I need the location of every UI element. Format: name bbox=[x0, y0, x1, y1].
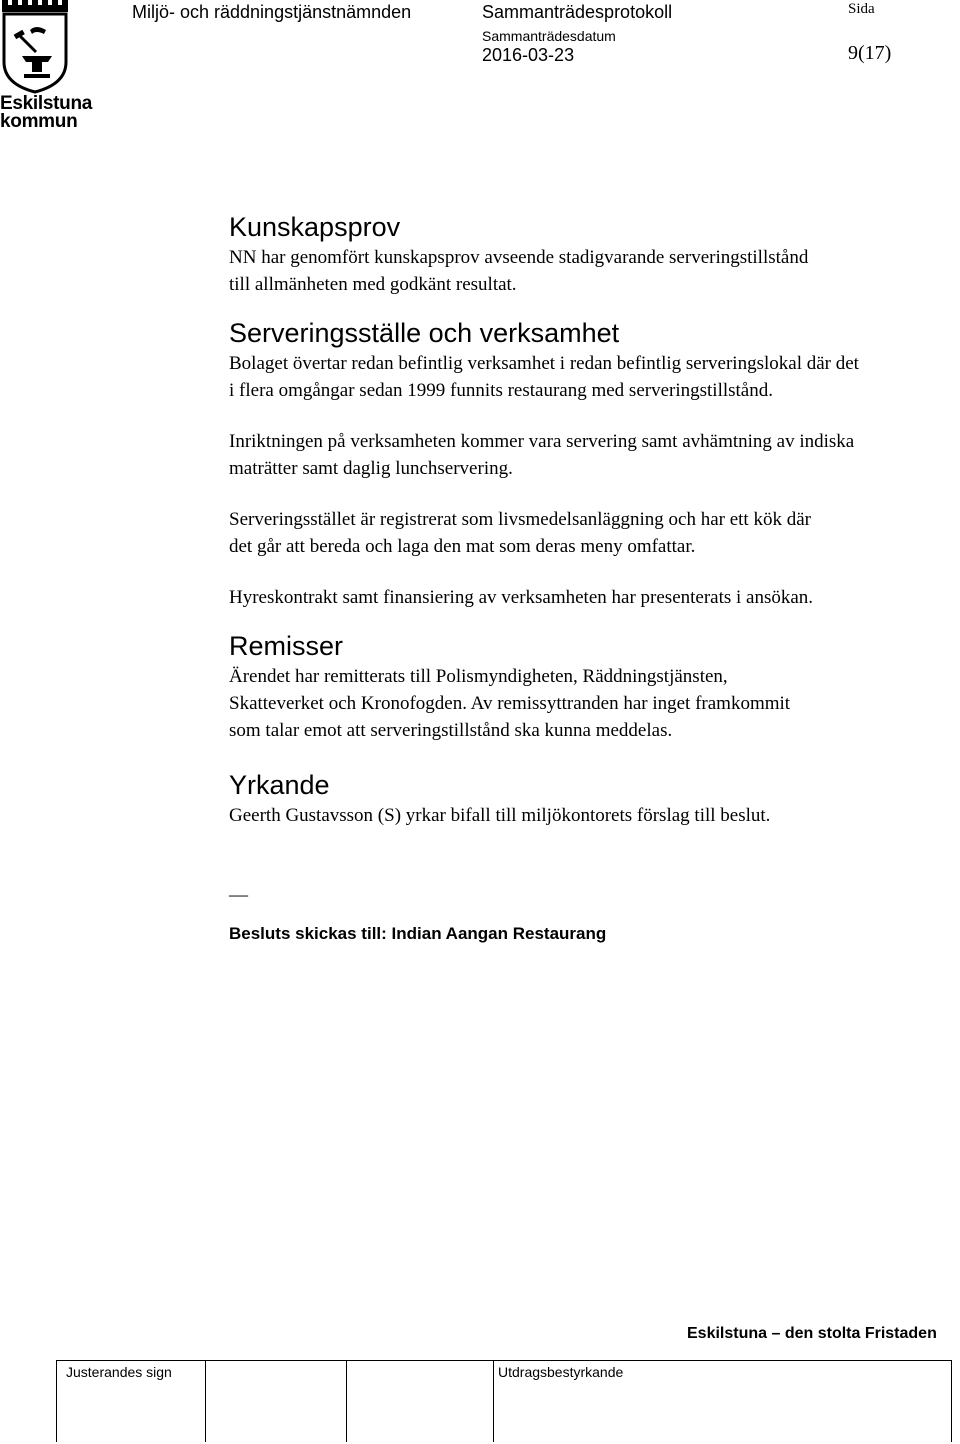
text-line: Geerth Gustavsson (S) yrkar bifall till miljökontorets förslag till beslut. bbox=[229, 805, 771, 826]
paragraph bbox=[229, 584, 954, 611]
text-line: NN har genomfört kunskapsprov avseende stadigvarande serveringstillstånd bbox=[229, 247, 809, 268]
section-serveringsstalle bbox=[229, 316, 954, 611]
besluts-recipient: Besluts skickas till: Indian Aangan Restaurang bbox=[229, 924, 607, 943]
section-yrkande bbox=[229, 768, 954, 829]
date-label: Sammanträdesdatum bbox=[482, 28, 616, 44]
text-line: i flera omgångar sedan 1999 funnits restaurang med serveringstillstånd. bbox=[229, 380, 773, 401]
paragraph bbox=[229, 244, 954, 298]
footer-divider bbox=[951, 1360, 952, 1442]
text-line: Ärendet har remitterats till Polismyndigheten, Räddningstjänsten, bbox=[229, 666, 728, 687]
text-line: som talar emot att serveringstillstånd ska kunna meddelas. bbox=[229, 720, 673, 741]
section-heading: Serveringsställe och verksamhet bbox=[229, 318, 620, 348]
section-heading: Remisser bbox=[229, 631, 344, 661]
text-line: Inriktningen på verksamheten kommer vara servering samt avhämtning av indiska bbox=[229, 431, 855, 452]
paragraph bbox=[229, 350, 954, 404]
document-body bbox=[229, 210, 954, 829]
footer-divider bbox=[493, 1360, 494, 1442]
section-heading: Yrkande bbox=[229, 770, 330, 800]
logo-text-line2: kommun bbox=[0, 111, 78, 132]
section-remisser bbox=[229, 629, 954, 744]
paragraph bbox=[229, 802, 954, 829]
paragraph bbox=[229, 506, 954, 560]
section-kunskapsprov bbox=[229, 210, 954, 298]
text-line: till allmänheten med godkänt resultat. bbox=[229, 274, 517, 295]
section-heading: Kunskapsprov bbox=[229, 212, 401, 242]
text-line: Hyreskontrakt samt finansiering av verksamheten har presenterats i ansökan. bbox=[229, 587, 814, 608]
page-label: Sida bbox=[848, 1, 875, 17]
footer-divider bbox=[205, 1360, 206, 1442]
document-type: Sammanträdesprotokoll bbox=[482, 2, 673, 22]
text-line: Skatteverket och Kronofogden. Av remissyttranden har inget framkommit bbox=[229, 693, 791, 714]
text-line: Serveringsstället är registrerat som livsmedelsanläggning och har ett kök där bbox=[229, 509, 811, 530]
logo-text-line1: Eskilstuna bbox=[0, 93, 93, 114]
text-line: Bolaget övertar redan befintlig verksamhet i redan befintlig serveringslokal där det bbox=[229, 353, 859, 374]
footer-divider bbox=[56, 1360, 57, 1442]
text-line: maträtter samt daglig lunchservering. bbox=[229, 458, 513, 479]
text-line: det går att bereda och laga den mat som deras meny omfattar. bbox=[229, 536, 696, 557]
utdragsbestyrkande-label: Utdragsbestyrkande bbox=[498, 1364, 624, 1380]
page-number: 9(17) bbox=[848, 42, 892, 64]
committee-name: Miljö- och räddningstjänstnämnden bbox=[132, 2, 412, 22]
paragraph bbox=[229, 428, 954, 482]
footer-rule bbox=[56, 1360, 952, 1361]
paragraph bbox=[229, 663, 954, 744]
footer-divider bbox=[346, 1360, 347, 1442]
footer-slogan: Eskilstuna – den stolta Fristaden bbox=[687, 1325, 937, 1342]
date-value: 2016-03-23 bbox=[482, 45, 575, 65]
justerandes-sign-label: Justerandes sign bbox=[66, 1364, 172, 1380]
separator-dash: __ bbox=[229, 878, 248, 899]
